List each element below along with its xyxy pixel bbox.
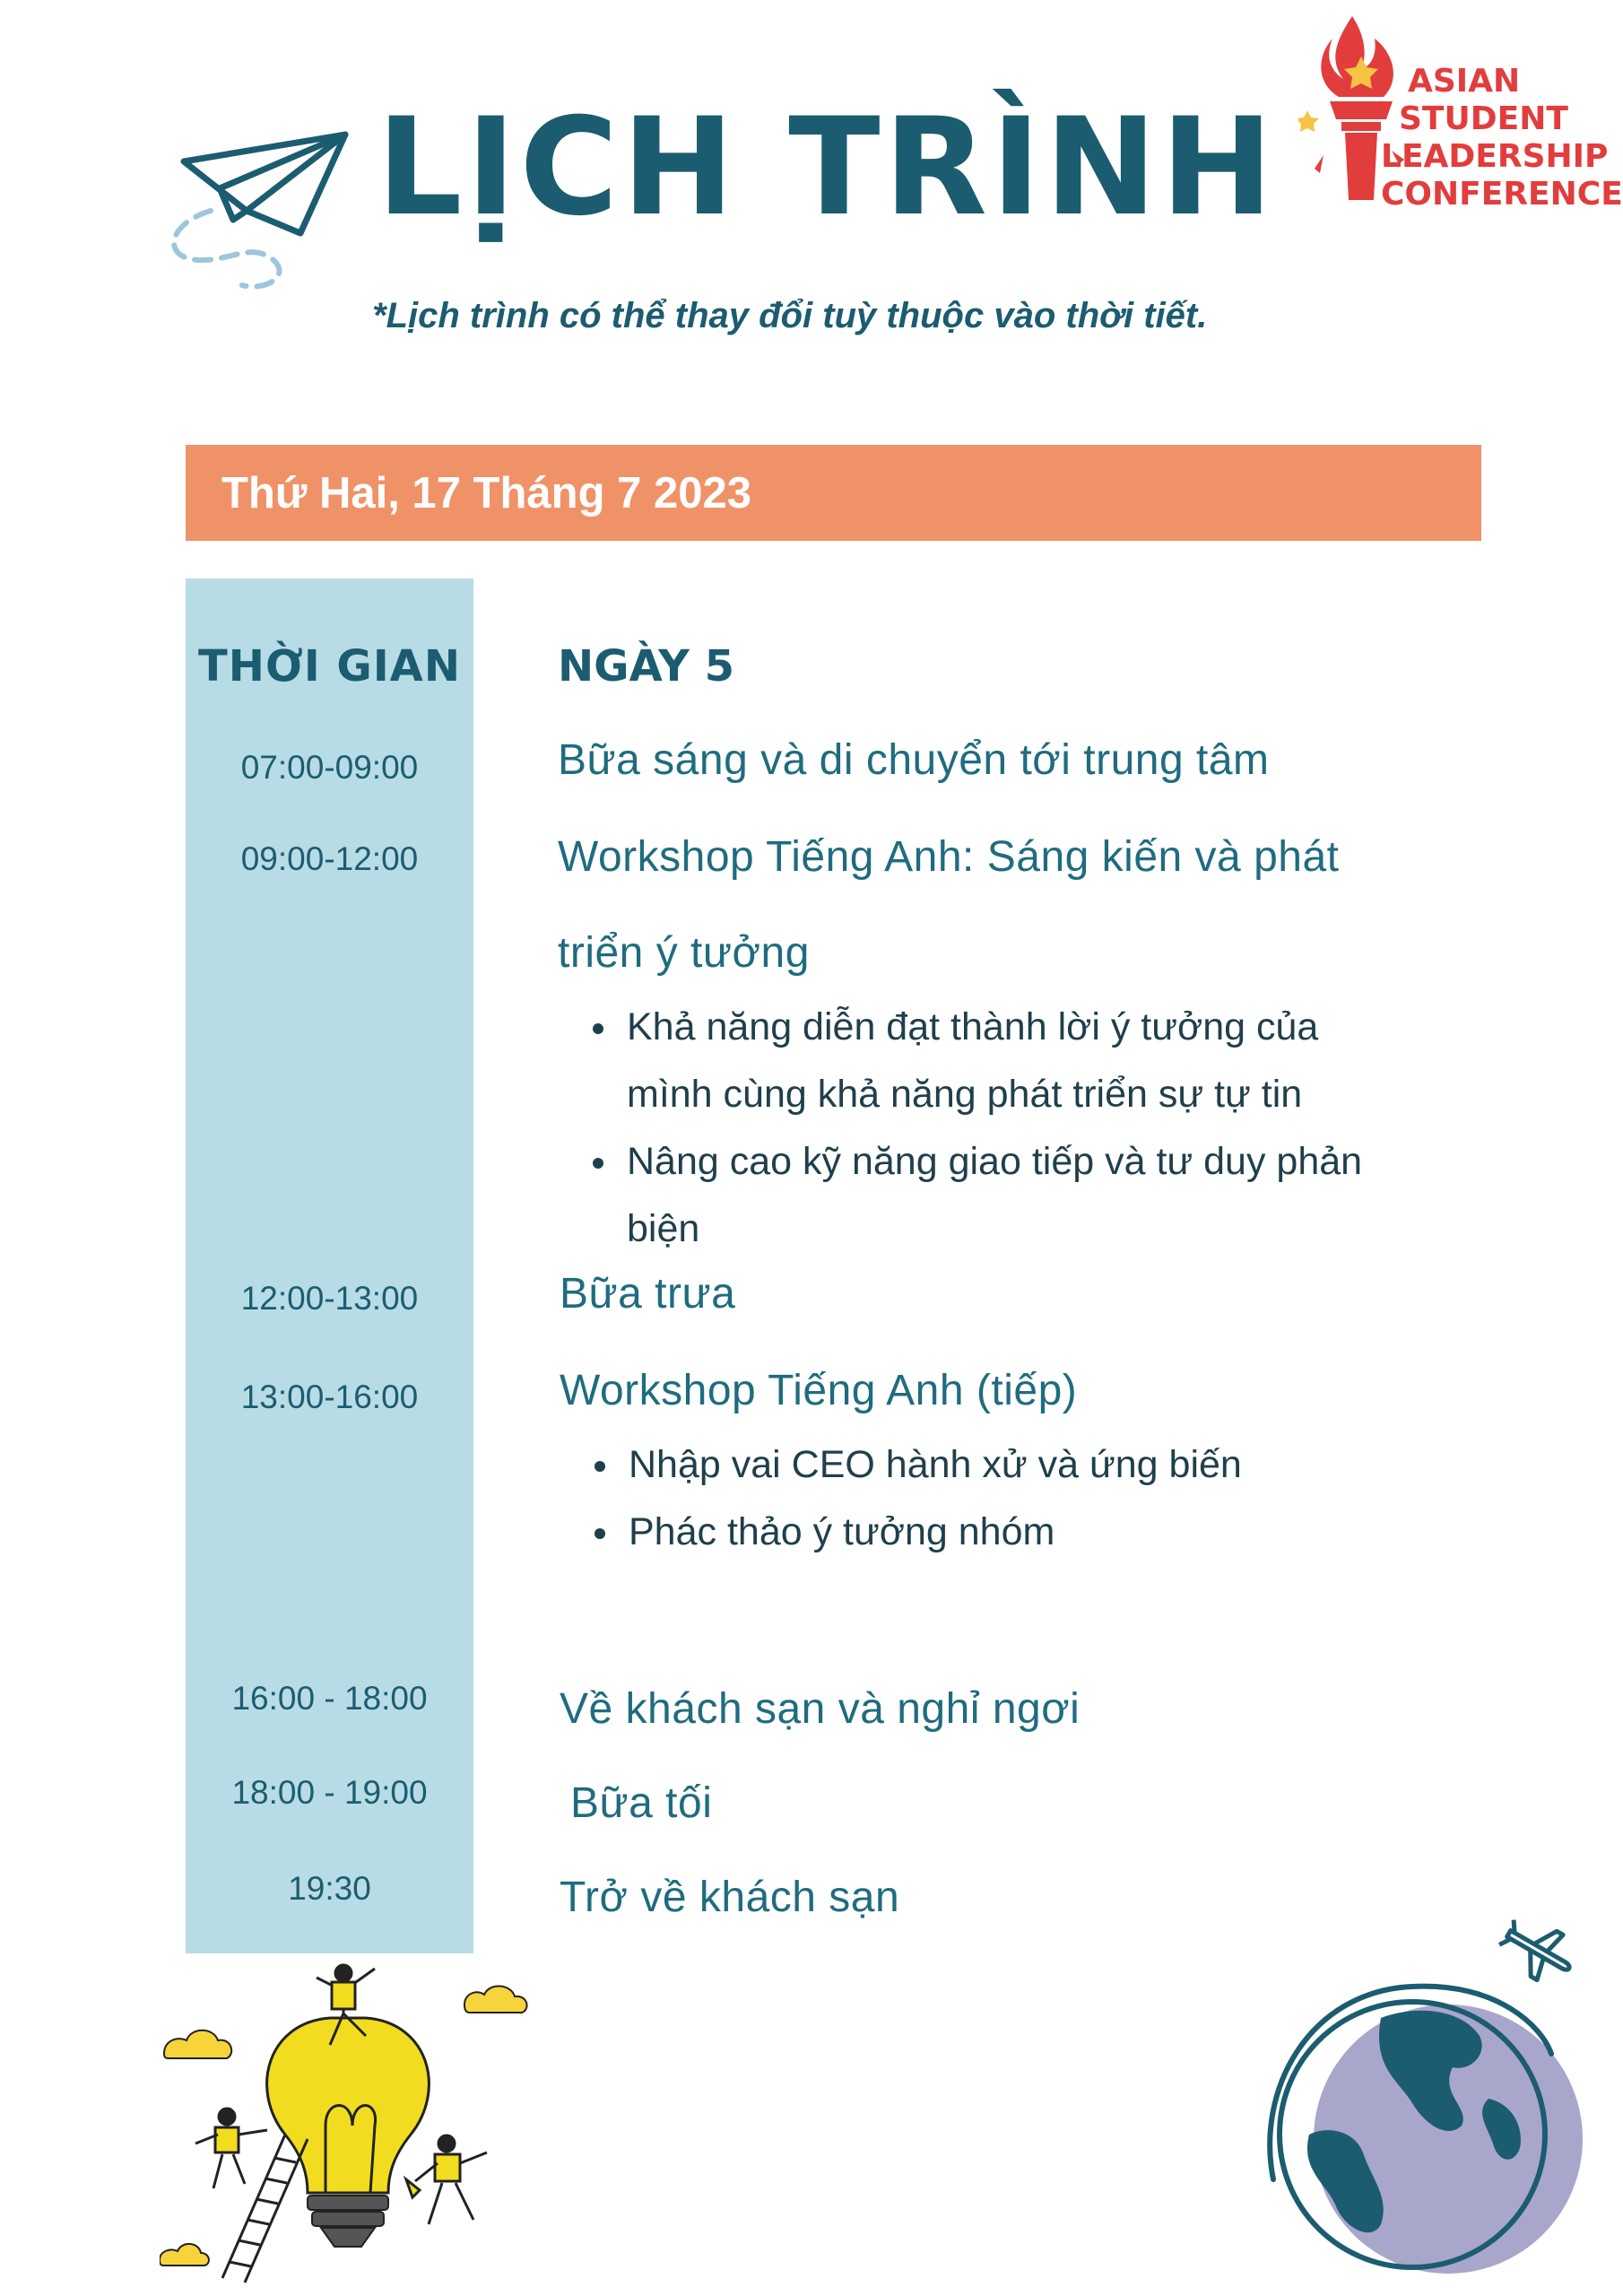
logo-line: STUDENT bbox=[1399, 100, 1568, 137]
workshop-bullet-list bbox=[587, 994, 1362, 1263]
day-heading: NGÀY 5 bbox=[558, 641, 734, 691]
activity-return-hotel: Trở về khách sạn bbox=[560, 1874, 900, 1921]
time-column bbox=[186, 578, 473, 1953]
weather-note: *Lịch trình có thể thay đổi tuỳ thuộc vào thời tiết. bbox=[372, 296, 1208, 335]
list-item-continued: biện bbox=[627, 1207, 700, 1250]
list-item-continued: mình cùng khả năng phát triển sự tự tin bbox=[627, 1073, 1303, 1116]
logo-line: CONFERENCE bbox=[1381, 176, 1623, 213]
date-label: Thứ Hai, 17 Tháng 7 2023 bbox=[221, 469, 752, 517]
lightbulb-illustration bbox=[160, 1955, 554, 2287]
logo-line: LEADERSHIP bbox=[1381, 138, 1609, 175]
list-item: Phác thảo ý tưởng nhóm bbox=[589, 1499, 1242, 1566]
workshop-cont-bullet-list bbox=[589, 1431, 1242, 1566]
person-watering bbox=[406, 2135, 487, 2224]
list-item: Nhập vai CEO hành xử và ứng biến bbox=[589, 1431, 1242, 1499]
paper-plane-icon bbox=[166, 126, 354, 296]
page-title: LỊCH TRÌNH bbox=[377, 90, 1277, 246]
conference-logo-text bbox=[1381, 63, 1623, 213]
time-slot: 19:30 bbox=[288, 1870, 371, 1907]
activity-hotel-rest: Về khách sạn và nghỉ ngơi bbox=[560, 1685, 1081, 1733]
activity-workshop: Workshop Tiếng Anh: Sáng kiến và phát bbox=[558, 833, 1340, 881]
list-item: Khả năng diễn đạt thành lời ý tưởng của bbox=[587, 994, 1362, 1061]
activity-workshop-continued: Workshop Tiếng Anh (tiếp) bbox=[560, 1367, 1078, 1414]
time-slot: 09:00-12:00 bbox=[240, 840, 419, 877]
time-slot: 18:00 - 19:00 bbox=[231, 1774, 428, 1811]
activity-dinner: Bữa tối bbox=[570, 1779, 713, 1827]
person-climbing bbox=[195, 2109, 267, 2188]
time-slot: 13:00-16:00 bbox=[240, 1378, 419, 1415]
date-banner bbox=[186, 445, 1481, 541]
activity-breakfast: Bữa sáng và di chuyển tới trung tâm bbox=[558, 736, 1270, 784]
time-slot: 16:00 - 18:00 bbox=[231, 1680, 428, 1717]
activity-workshop-cont-line: triển ý tưởng bbox=[558, 929, 810, 977]
logo-line: ASIAN bbox=[1408, 63, 1521, 100]
airplane-icon bbox=[1494, 1910, 1583, 1991]
globe-illustration bbox=[1246, 1910, 1605, 2287]
activity-lunch: Bữa trưa bbox=[560, 1270, 736, 1318]
time-slot: 12:00-13:00 bbox=[240, 1280, 419, 1317]
time-column-heading: THỜI GIAN bbox=[198, 641, 461, 691]
list-item: Nâng cao kỹ năng giao tiếp và tư duy phản bbox=[587, 1128, 1362, 1196]
time-slot: 07:00-09:00 bbox=[240, 749, 419, 786]
